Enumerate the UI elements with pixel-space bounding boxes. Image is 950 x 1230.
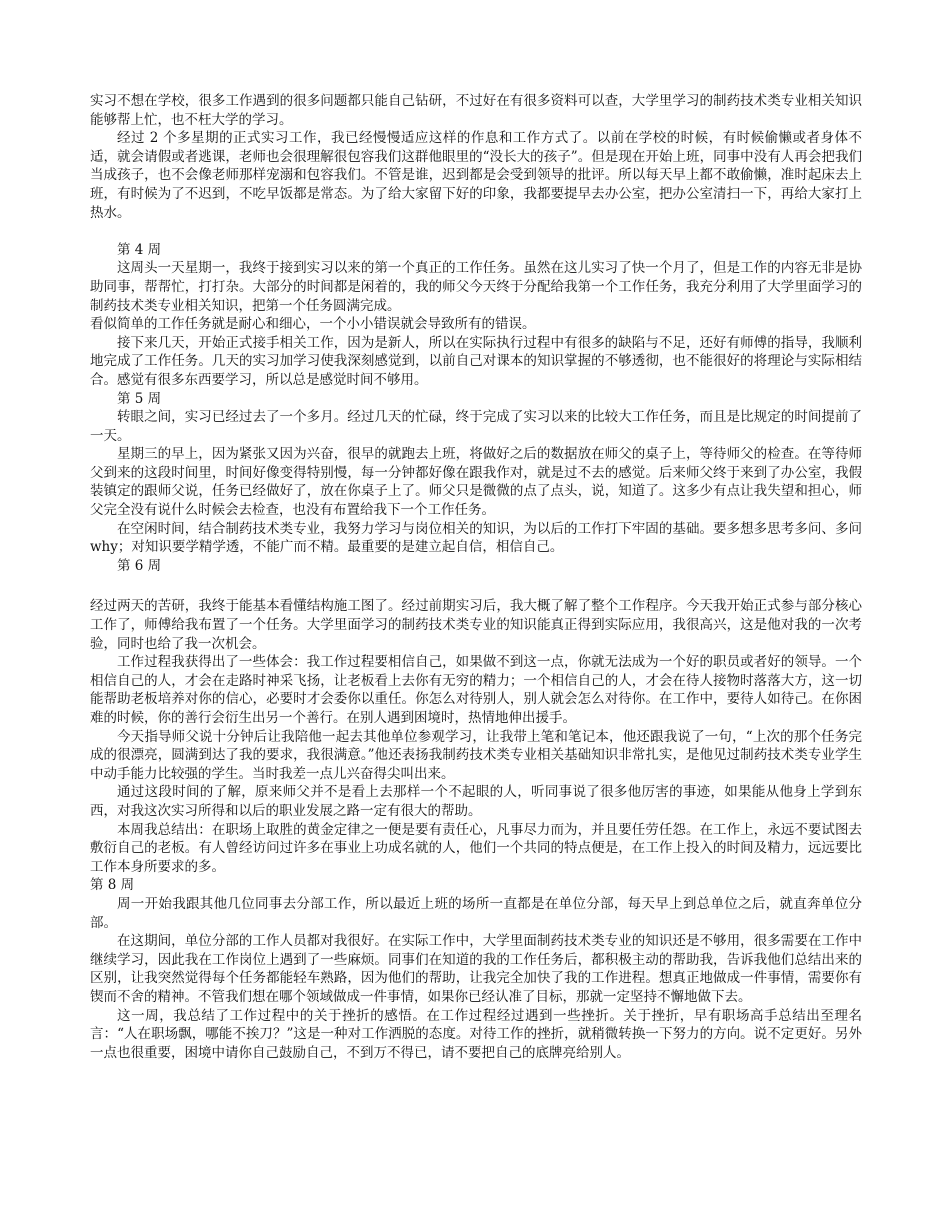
paragraph: 经过 2 个多星期的正式实习工作，我已经慢慢适应这样的作息和工作方式了。以前在学校的时候，有时候偷懒或者身体不适，就会请假或者逃课，老师也会很理解很包容我们这群他眼里的“没长大的孩子”。但是现在开始上班，同事中没有人再会把我们当成孩子，也不会像老师那样宠溺和包容我们。不管是谁，迟到都是会受到领导的批评。所以每天早上都不敢偷懒，准时起床去上班，有时候为了不迟到，不吃早饭都是常态。为了给大家留下好的印象，我都要提早去办公室，把办公室清扫一下，再给大家打上热水。 xyxy=(90,130,862,221)
paragraph: 今天指导师父说十分钟后让我陪他一起去其他单位参观学习，让我带上笔和笔记本，他还跟我说了一句，“上次的那个任务完成的很漂亮，圆满到达了我的要求，我很满意。”他还表扬我制药技术类专业相关基础知识非常扎实，是他见过制药技术类专业学生中动手能力比较强的学生。当时我差一点儿兴奋得尖叫出来。 xyxy=(90,728,862,782)
paragraph: 星期三的早上，因为紧张又因为兴奋，很早的就跑去上班，将做好之后的数据放在师父的桌子上，等待师父的检查。在等待师父到来的这段时间里，时间好像变得特别慢，每一分钟都好像在跟我作对，就是过不去的感觉。后来师父终于来到了办公室，我假装镇定的跟师父说，任务已经做好了，放在你桌子上了。师父只是微微的点了点头，说，知道了。这多少有点让我失望和担心，师父完全没有说什么时候会去检查，也没有布置给我下一个工作任务。 xyxy=(90,446,862,519)
paragraph: 在空闲时间，结合制药技术类专业，我努力学习与岗位相关的知识，为以后的工作打下牢固的基础。要多想多思考多问、多问 why；对知识要学精学透，不能广而不精。最重要的是建立起自信，相信自己。 xyxy=(90,520,862,556)
paragraph: 周一开始我跟其他几位同事去分部工作，所以最近上班的场所一直都是在单位分部，每天早上到总单位之后，就直奔单位分部。 xyxy=(90,895,862,931)
paragraph: 通过这段时间的了解，原来师父并不是看上去那样一个不起眼的人，听同事说了很多他厉害的事迹，如果能从他身上学到东西，对我这次实习所得和以后的职业发展之路一定有很大的帮助。 xyxy=(90,784,862,819)
paragraph: 实习不想在学校，很多工作遇到的很多问题都只能自己钻研，不过好在有很多资料可以查，大学里学习的制药技术类专业相关知识能够帮上忙，也不枉大学的学习。 xyxy=(90,93,862,128)
section-heading-week-8: 第 8 周 xyxy=(90,877,135,894)
paragraph: 本周我总结出：在职场上取胜的黄金定律之一便是要有责任心，凡事尽力而为，并且要任劳任怨。在工作上，永远不要试图去敷衍自己的老板。有人曾经访问过许多在事业上功成名就的人，他们一个共同的特点便是，在工作上投入的时间及精力，远远要比工作本身所要求的多。 xyxy=(90,821,862,875)
paragraph: 工作过程我获得出了一些体会：我工作过程要相信自己，如果做不到这一点，你就无法成为一个好的职员或者好的领导。一个相信自己的人，才会在走路时神采飞扬，让老板看上去你有无穷的精力；一个相信自己的人，才会在待人接物时落落大方，这一切能帮助老板培养对你的信心，必要时才会委你以重任。你怎么对待别人，别人就会怎么对待你。在工作中，要待人如待己。在你困难的时候，你的善行会衍生出另一个善行。在别人遇到困境时，热情地伸出援手。 xyxy=(90,654,862,726)
section-heading-week-5: 第 5 周 xyxy=(117,390,162,407)
paragraph: 看似简单的工作任务就是耐心和细心，一个小小错误就会导致所有的错误。 xyxy=(90,316,536,333)
spacer xyxy=(90,222,862,241)
paragraph: 接下来几天，开始正式接手相关工作，因为是新人，所以在实际执行过程中有很多的缺陷与不足，还好有师傅的指导，我顺利地完成了工作任务。几天的实习加学习使我深刻感觉到，以前自己对课本的知识掌握的不够透彻，也不能很好的将理论与实际相结合。感觉有很多东西要学习，所以总是感觉时间不够用。 xyxy=(90,334,862,388)
section-heading-week-4: 第 4 周 xyxy=(117,241,162,258)
paragraph: 转眼之间，实习已经过去了一个多月。经过几天的忙碌，终于完成了实习以来的比较大工作任务，而且是比规定的时间提前了一天。 xyxy=(90,409,862,444)
spacer xyxy=(90,575,862,597)
document-page xyxy=(90,92,862,1062)
paragraph: 这周头一天星期一，我终于接到实习以来的第一个真正的工作任务。虽然在这儿实习了快一个月了，但是工作的内容无非是协助同事，帮帮忙，打打杂。大部分的时间都是闲着的，我的师父今天终于分配给我第一个工作任务，我充分利用了大学里面学习的制药技术类专业相关知识，把第一个任务圆满完成。 xyxy=(90,260,862,314)
paragraph: 经过两天的苦研，我终于能基本看懂结构施工图了。经过前期实习后，我大概了解了整个工作程序。今天我开始正式参与部分核心工作了，师傅给我布置了一个任务。大学里面学习的制药技术类专业的知识能真正得到实际应用，我很高兴，这是他对我的一次考验，同时也给了我一次机会。 xyxy=(90,598,862,652)
paragraph: 在这期间，单位分部的工作人员都对我很好。在实际工作中，大学里面制药技术类专业的知识还是不够用，很多需要在工作中继续学习，因此我在工作岗位上遇到了一些麻烦。同事们在知道的我的工作任务后，都积极主动的帮助我，告诉我他们总结出来的区别，让我突然觉得每个任务都能轻车熟路，因为他们的帮助，让我完全加快了我的工作进程。想真正地做成一件事情，需要你有锲而不舍的精神。不管我们想在哪个领域做成一件事情，如果你已经认准了目标，那就一定坚持不懈地做下去。 xyxy=(90,933,862,1005)
section-heading-week-6: 第 6 周 xyxy=(117,557,162,574)
paragraph: 这一周，我总结了工作过程中的关于挫折的感悟。在工作过程经过遇到一些挫折。关于挫折，早有职场高手总结出至理名言：“人在职场飘，哪能不挨刀？”这是一种对工作洒脱的态度。对待工作的挫折，就稍微转换一下努力的方向。说不定更好。另外一点也很重要，困境中请你自己鼓励自己，不到万不得已，请不要把自己的底牌亮给别人。 xyxy=(90,1007,862,1061)
